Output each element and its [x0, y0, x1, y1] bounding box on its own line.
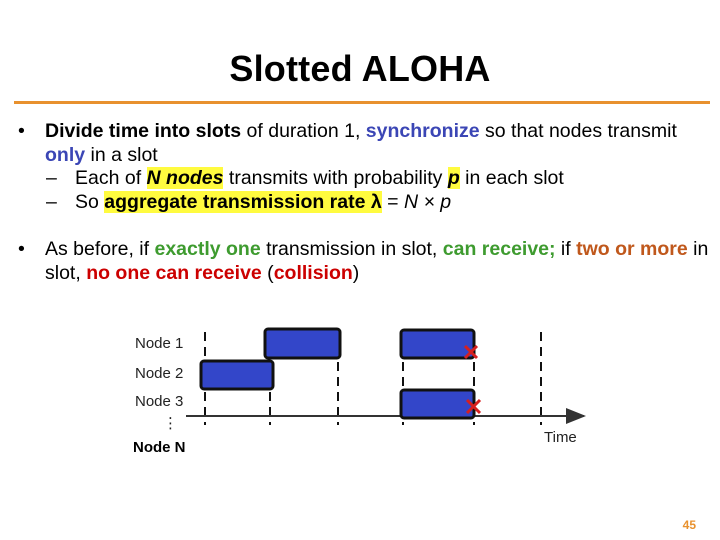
text: So [75, 190, 105, 213]
text: in slot, [45, 238, 709, 284]
text-collision: collision [273, 261, 353, 284]
text-no-one-can-receive: no one can receive [86, 261, 262, 284]
slide-title: Slotted ALOHA [229, 48, 491, 89]
node-label: Node 2 [135, 365, 184, 382]
bullet-dot: • [18, 120, 25, 142]
node-n-label: Node N [133, 439, 186, 456]
packet-node-2 [201, 361, 273, 389]
text-aggregate-rate: aggregate transmission rate λ [104, 190, 382, 213]
text: transmission in slot, [260, 238, 443, 260]
packet-node-1-collided [401, 330, 474, 358]
text-n-times-p: N × p [403, 190, 452, 213]
node-label: Node 1 [135, 335, 184, 352]
text: ( [261, 261, 274, 284]
text: ) [352, 261, 360, 284]
text: = [381, 190, 404, 213]
text-only: only [45, 143, 86, 166]
node-label: Node 3 [135, 393, 184, 410]
sub-bullet-dash: – [46, 190, 57, 213]
sub-bullet-dash: – [46, 167, 57, 189]
text: in each slot [459, 167, 564, 189]
text: Each of [75, 167, 147, 189]
page-number: 45 [682, 518, 696, 532]
text: in a slot [85, 143, 158, 166]
ellipsis-vertical: ⋮ [163, 414, 178, 432]
text: transmits with probability [223, 167, 448, 189]
packet-node-3-collided [401, 390, 474, 418]
text: As before, if [45, 238, 155, 260]
text-divide-time: Divide time into slots [45, 120, 242, 142]
bullet-dot: • [18, 238, 25, 260]
text: if [555, 238, 577, 260]
packet-node-1 [265, 329, 340, 358]
text: so that nodes transmit [479, 120, 677, 142]
time-axis-label: Time [544, 429, 577, 446]
text-p: p [447, 167, 460, 189]
text-n-nodes: N nodes [146, 167, 224, 189]
text-exactly-one: exactly one [154, 238, 261, 260]
text-two-or-more: two or more [576, 238, 688, 260]
text-synchronize: synchronize [365, 120, 480, 142]
text-can-receive: can receive; [442, 238, 556, 260]
text: of duration 1, [241, 120, 366, 142]
